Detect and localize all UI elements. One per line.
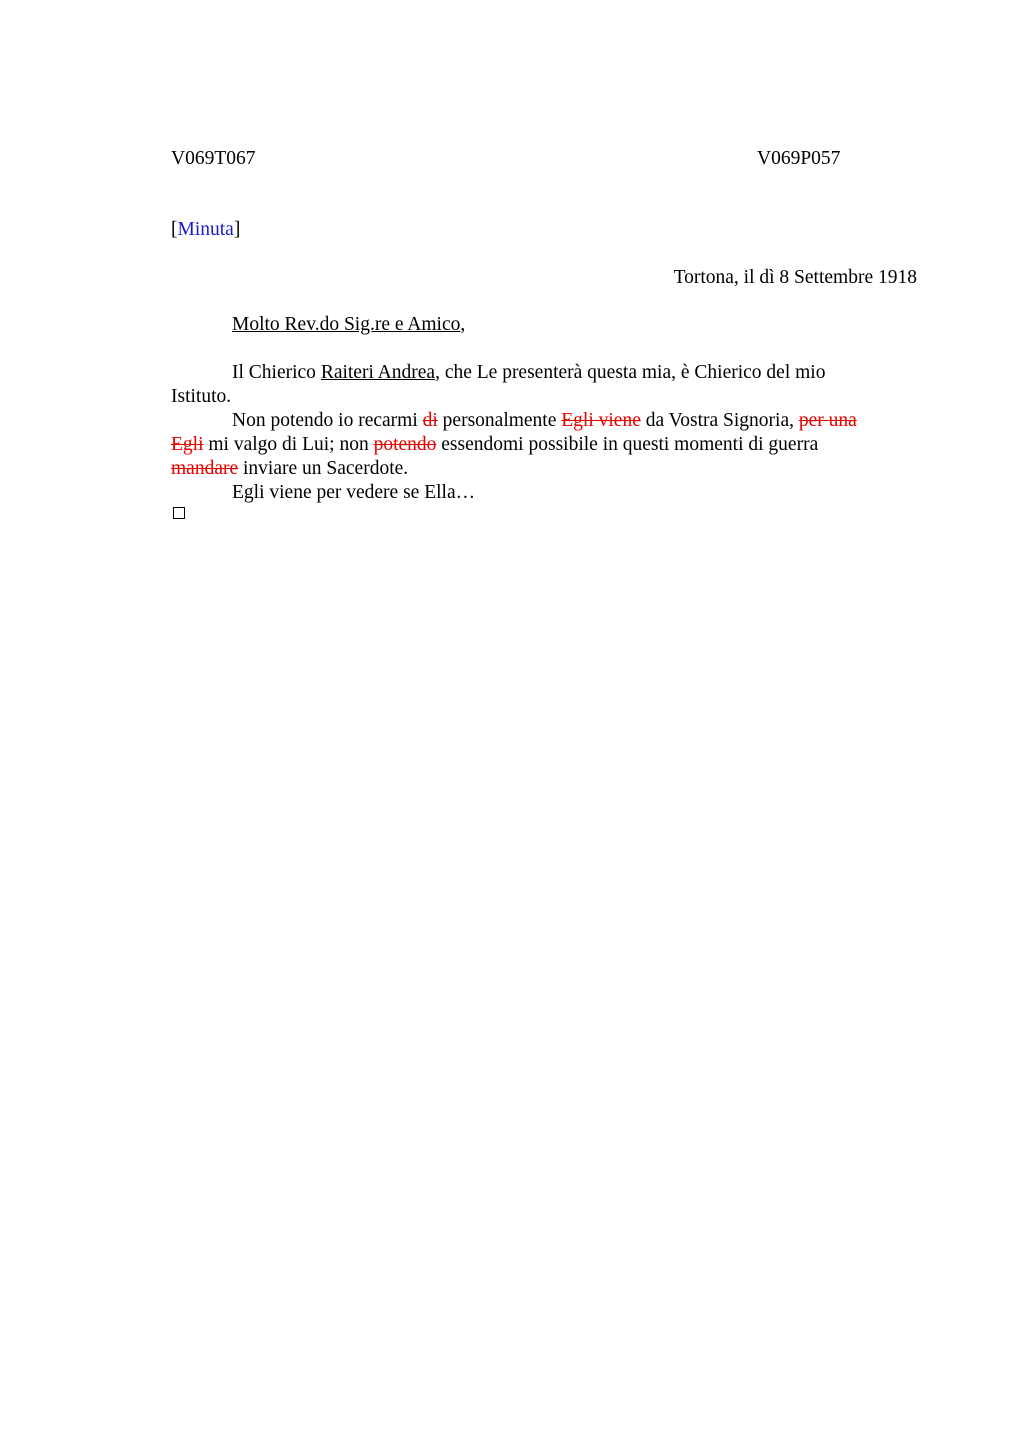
- salutation-text: Molto Rev.do Sig.re e Amico: [232, 314, 461, 335]
- minuta-label: [171, 220, 240, 240]
- paragraph-1-text-a: Il Chierico: [232, 362, 321, 383]
- salutation: [232, 315, 465, 335]
- paragraph-2-text-b: personalmente: [437, 410, 562, 431]
- document-code-right: V069P057: [757, 148, 841, 169]
- salutation-comma: ,: [460, 314, 466, 335]
- deleted-word: mandare: [171, 458, 239, 479]
- deleted-word: potendo: [373, 434, 437, 455]
- letter-body: [171, 361, 871, 505]
- paragraph-2: [171, 409, 871, 481]
- paragraph-3: Egli viene per vedere se Ella…: [232, 482, 476, 503]
- open-bracket: [: [171, 219, 178, 240]
- paragraph-2-text-d: mi valgo di Lui; non: [203, 434, 374, 455]
- deleted-word: di: [422, 410, 438, 431]
- letter-date: Tortona, il dì 8 Settembre 1918: [673, 267, 917, 288]
- paragraph-1-text-b: , che Le presenterà questa mia, è Chierico del mio Istituto.: [171, 362, 826, 407]
- paragraph-2-text-c: da Vostra Signoria,: [640, 410, 799, 431]
- paragraph-1: [171, 361, 871, 409]
- minuta-link[interactable]: Minuta: [177, 219, 234, 240]
- close-bracket: ]: [233, 219, 241, 240]
- paragraph-2-text-f: inviare un Sacerdote.: [238, 458, 409, 479]
- deleted-word: per una Egli: [171, 410, 857, 455]
- paragraph-2-text-e: essendomi possibile in questi momenti di guerra: [436, 434, 819, 455]
- document-code-left: V069T067: [171, 148, 256, 169]
- paragraph-2-text-a: Non potendo io recarmi: [232, 410, 423, 431]
- checkbox-square-icon: [173, 507, 185, 519]
- person-name: Raiteri Andrea: [320, 362, 436, 383]
- deleted-word: Egli viene: [561, 410, 641, 431]
